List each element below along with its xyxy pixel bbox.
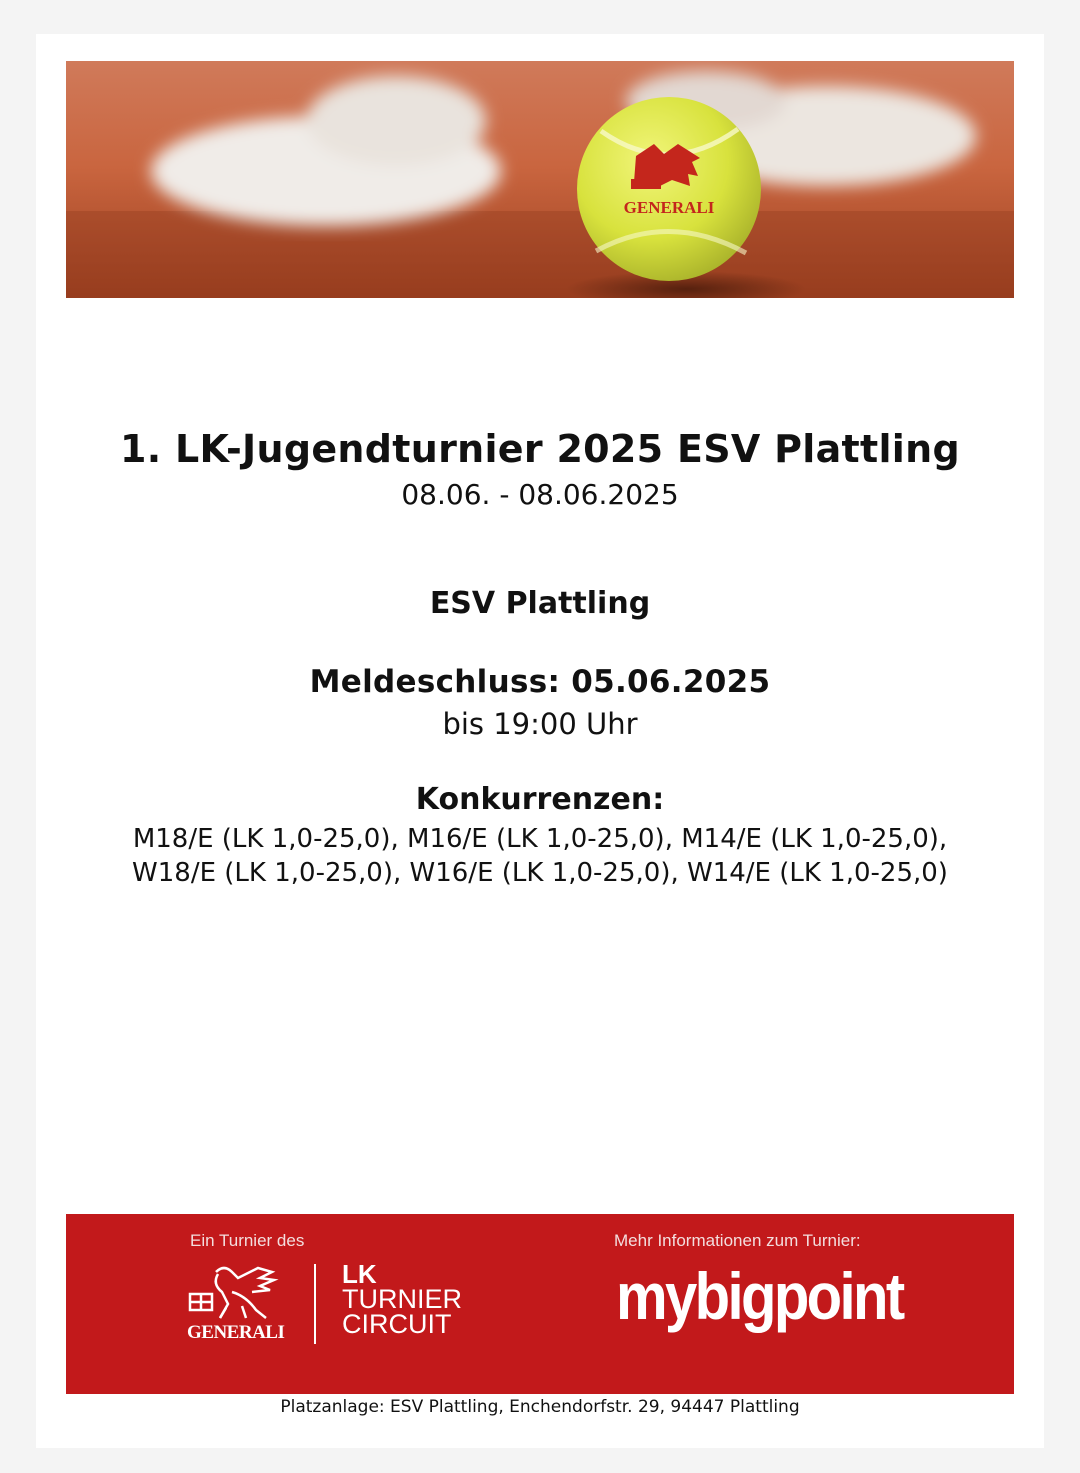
- turnier-label: TURNIER: [342, 1284, 462, 1314]
- generali-wordmark: GENERALI: [187, 1322, 285, 1343]
- flyer-page: [36, 34, 1044, 1448]
- registration-deadline-time: bis 19:00 Uhr: [442, 707, 638, 741]
- competitions-heading: Konkurrenzen:: [415, 782, 665, 817]
- competitions-line-1: M18/E (LK 1,0-25,0), M16/E (LK 1,0-25,0), M14/E (LK 1,0-25,0),: [132, 824, 948, 854]
- organizer-label: Ein Turnier des: [190, 1231, 305, 1250]
- lk-label: LK: [342, 1259, 377, 1289]
- venue-address: Platzanlage: ESV Plattling, Enchendorfstr. 29, 94447 Plattling: [280, 1397, 800, 1417]
- tennis-ball-photo-icon: [66, 61, 1014, 298]
- hero-image: [66, 61, 1014, 298]
- competitions-line-2: W18/E (LK 1,0-25,0), W16/E (LK 1,0-25,0), W14/E (LK 1,0-25,0): [132, 858, 948, 888]
- registration-deadline: Meldeschluss: 05.06.2025: [309, 664, 771, 700]
- event-venue: ESV Plattling: [429, 586, 651, 621]
- generali-lion-icon: [186, 1262, 286, 1322]
- logo-divider: [314, 1264, 316, 1344]
- mybigpoint-logo: mybigpoint: [616, 1259, 903, 1333]
- ball-brand-text: GENERALI: [623, 198, 715, 217]
- event-title: 1. LK-Jugendturnier 2025 ESV Plattling: [120, 427, 960, 471]
- circuit-label: CIRCUIT: [342, 1309, 452, 1339]
- event-dates: 08.06. - 08.06.2025: [401, 478, 679, 511]
- more-info-label: Mehr Informationen zum Turnier:: [614, 1231, 861, 1250]
- footer-banner: [66, 1214, 1014, 1394]
- lk-turnier-circuit-logo: [342, 1259, 462, 1339]
